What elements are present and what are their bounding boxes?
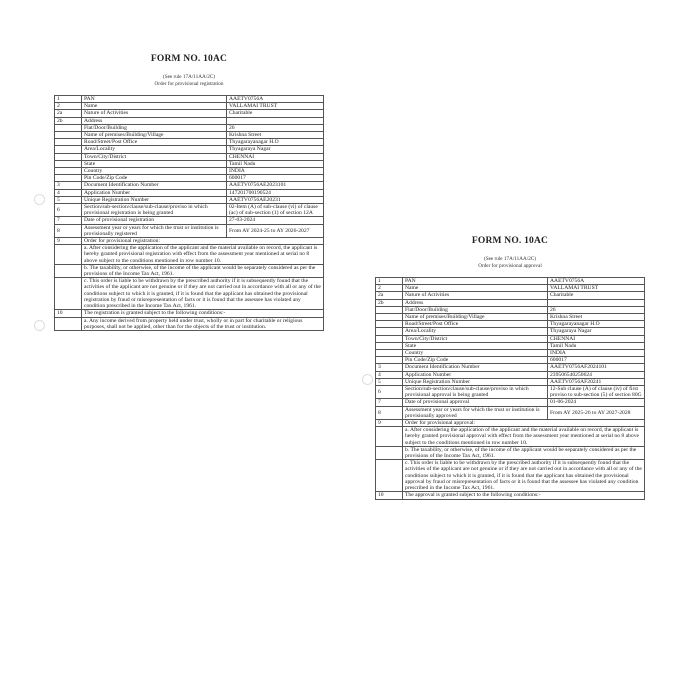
table-row [376, 446, 645, 459]
field-value: AAETV0756A [548, 278, 645, 285]
table-row [55, 117, 324, 124]
field-label: Name [82, 103, 227, 110]
table-row [55, 245, 324, 265]
table-row [376, 285, 645, 292]
field-value: 01-06-2024 [548, 399, 645, 406]
row-number [55, 168, 82, 175]
field-value: From AY 2024-25 to AY 2026-2027 [227, 224, 324, 237]
table-row [376, 427, 645, 447]
table-row [376, 335, 645, 342]
field-label: Unique Registration Number [403, 378, 548, 385]
row-number [376, 446, 403, 459]
table-row [376, 399, 645, 406]
table-row [55, 204, 324, 217]
row-number: 1 [55, 96, 82, 103]
field-label: State [403, 342, 548, 349]
field-value [227, 117, 324, 124]
order-paragraph: a. Any income derived from property held under trust, wholly or in part for charitable or religious purposes, shall not be applied, other than for the objects of the trust or institution. [82, 317, 324, 330]
row-number: 6 [376, 386, 403, 399]
field-label: Assessment year or years for which the trust or institution is provisionally approved [403, 406, 548, 419]
field-label: Unique Registration Number [82, 196, 227, 203]
field-value: Charitable [548, 292, 645, 299]
row-number: 10 [376, 492, 403, 499]
row-number: 4 [55, 189, 82, 196]
row-number [55, 264, 82, 277]
order-paragraph: b. The taxability, or otherwise, of the income of the applicant would be separately considered as per the provisions of the Income Tax Act, 1961. [82, 264, 324, 277]
form-subtitle: Order for provisional approval [478, 263, 542, 269]
table-row [55, 153, 324, 160]
field-value: INDIA [227, 168, 324, 175]
field-label: State [82, 160, 227, 167]
form-10ac-provisional-approval [375, 236, 645, 500]
row-number [376, 328, 403, 335]
row-number [376, 306, 403, 313]
field-value: 02-Item (A) of sub-clause (vi) of clause (ac) of sub-section (1) of section 12A [227, 204, 324, 217]
table-row [376, 420, 645, 427]
punch-hole-mark [362, 374, 373, 385]
field-label: Pin Code/Zip Code [403, 357, 548, 364]
row-number [55, 146, 82, 153]
row-number [55, 139, 82, 146]
row-number: 2a [55, 110, 82, 117]
row-number: 9 [376, 420, 403, 427]
field-label: PAN [403, 278, 548, 285]
row-number [376, 350, 403, 357]
table-row [376, 278, 645, 285]
field-value: Charitable [227, 110, 324, 117]
table-row [55, 238, 324, 245]
row-number [55, 317, 82, 330]
table-row [376, 357, 645, 364]
table-row [55, 103, 324, 110]
field-value: 26 [227, 124, 324, 131]
row-number: 8 [55, 224, 82, 237]
order-paragraph: a. After considering the application of the applicant and the material available on record, the applicant is hereby granted provisional approval with effect from the assessment year mentioned at serial no 8 above subject to the conditions mentioned in row number 10. [403, 427, 645, 447]
field-label: Assessment year or years for which the trust or institution is provisionally registered [82, 224, 227, 237]
field-label: Road/Street/Post Office [82, 139, 227, 146]
table-row [55, 96, 324, 103]
field-value: 27-03-2024 [227, 217, 324, 224]
row-number: 3 [55, 182, 82, 189]
row-number: 4 [376, 371, 403, 378]
row-number: 8 [376, 406, 403, 419]
field-value: Krishna Street [227, 132, 324, 139]
table-row [55, 146, 324, 153]
table-row [376, 406, 645, 419]
field-label: Name [403, 285, 548, 292]
field-label: Application Number [403, 371, 548, 378]
field-label: Area/Locality [82, 146, 227, 153]
row-number: 9 [55, 238, 82, 245]
table-row [376, 378, 645, 385]
field-value: Thyagaraya Nagar [227, 146, 324, 153]
row-number: 2 [55, 103, 82, 110]
row-number [55, 153, 82, 160]
row-number [376, 427, 403, 447]
field-label: Town/City/District [403, 335, 548, 342]
form-title: FORM NO. 10AC [471, 236, 549, 246]
punch-hole-mark [34, 320, 45, 331]
row-number: 10 [55, 310, 82, 317]
field-value: AAETV0756AF20241 [548, 378, 645, 385]
field-value: VALLAMAI TRUST [227, 103, 324, 110]
field-label: Address [82, 117, 227, 124]
field-label: Document Identification Number [82, 182, 227, 189]
field-label: Nature of Activities [403, 292, 548, 299]
table-row [55, 175, 324, 182]
table-row [55, 124, 324, 131]
row-number [376, 460, 403, 492]
row-number: 2b [55, 117, 82, 124]
field-label: Flat/Door/Building [403, 306, 548, 313]
row-number [55, 124, 82, 131]
table-row [55, 196, 324, 203]
row-number [55, 278, 82, 310]
field-value: 147201700190524 [227, 189, 324, 196]
field-label: Area/Locality [403, 328, 548, 335]
field-value: 239506540250624 [548, 371, 645, 378]
field-value: Tamil Nadu [548, 342, 645, 349]
field-value: Thyagarayanagar H.O [548, 321, 645, 328]
field-label: Section/sub-section/clause/sub-clause/proviso in which provisional approval is being granted [403, 386, 548, 399]
table-row [376, 492, 645, 499]
field-value: 600017 [227, 175, 324, 182]
field-value: AAETV0756AE20231 [227, 196, 324, 203]
row-number [55, 245, 82, 265]
form-title: FORM NO. 10AC [150, 54, 228, 64]
field-value: INDIA [548, 350, 645, 357]
field-label: Date of provisional approval [403, 399, 548, 406]
table-row [376, 299, 645, 306]
form-10ac-provisional-registration [54, 54, 324, 331]
field-label: Address [403, 299, 548, 306]
table-row [376, 350, 645, 357]
table-row [376, 342, 645, 349]
field-label: Date of provisional registration [82, 217, 227, 224]
field-label: Country [403, 350, 548, 357]
form-table [375, 277, 645, 500]
row-number [55, 175, 82, 182]
table-row [376, 460, 645, 492]
field-label: Pin Code/Zip Code [82, 175, 227, 182]
field-value: AAETV0756A [227, 96, 324, 103]
table-row [55, 224, 324, 237]
row-number [376, 321, 403, 328]
field-label: Country [82, 168, 227, 175]
section-heading: The approval is granted subject to the following conditions:- [403, 492, 645, 499]
field-value: Tamil Nadu [227, 160, 324, 167]
field-label: Flat/Door/Building [82, 124, 227, 131]
row-number: 7 [55, 217, 82, 224]
field-value: CHENNAI [548, 335, 645, 342]
form-rule: (See rule 17A/11AA/2C) [163, 74, 215, 80]
table-row [55, 132, 324, 139]
row-number [55, 160, 82, 167]
row-number [376, 335, 403, 342]
row-number: 1 [376, 278, 403, 285]
row-number: 2 [376, 285, 403, 292]
table-row [376, 371, 645, 378]
section-heading: Order for provisional registration: [82, 238, 324, 245]
form-rule: (See rule 17A/11AA/2C) [484, 256, 536, 262]
table-row [376, 314, 645, 321]
section-heading: Order for provisional approval: [403, 420, 645, 427]
row-number [376, 342, 403, 349]
field-value: CHENNAI [227, 153, 324, 160]
field-value: 26 [548, 306, 645, 313]
row-number: 5 [55, 196, 82, 203]
field-label: PAN [82, 96, 227, 103]
row-number [376, 314, 403, 321]
field-value: Thyagaraya Nagar [548, 328, 645, 335]
punch-hole-mark [34, 194, 45, 205]
table-row [55, 139, 324, 146]
row-number: 2a [376, 292, 403, 299]
field-label: Town/City/District [82, 153, 227, 160]
table-row [55, 189, 324, 196]
table-row [376, 306, 645, 313]
field-label: Nature of Activities [82, 110, 227, 117]
field-label: Name of premises/Building/Village [82, 132, 227, 139]
field-label: Name of premises/Building/Village [403, 314, 548, 321]
table-row [376, 386, 645, 399]
order-paragraph: b. The taxability, or otherwise, of the income of the applicant would be separately considered as per the provisions of the Income Tax Act, 1961. [403, 446, 645, 459]
row-number: 7 [376, 399, 403, 406]
table-row [55, 217, 324, 224]
table-row [376, 292, 645, 299]
section-heading: The registration is granted subject to the following conditions:- [82, 310, 324, 317]
table-row [376, 364, 645, 371]
row-number [55, 132, 82, 139]
field-value [548, 299, 645, 306]
order-paragraph: c. This order is liable to be withdrawn by the prescribed authority if it is subsequently found that the activities of the applicant are not genuine or if they are not carried out in accordance with all or any of the conditions subject to which it is granted, if it is found that the applicant has obtained the provisional approval by fraud or misrepresentation of facts or it is found that the assessee has violated any condition prescribed in the Income Tax Act, 1961. [403, 460, 645, 492]
table-row [55, 110, 324, 117]
field-label: Section/sub-section/clause/sub-clause/proviso in which provisional registration is being granted [82, 204, 227, 217]
field-value: Thyagarayanagar H.O [227, 139, 324, 146]
table-row [376, 328, 645, 335]
row-number [376, 357, 403, 364]
table-row [55, 160, 324, 167]
field-label: Road/Street/Post Office [403, 321, 548, 328]
table-row [55, 310, 324, 317]
field-value: From AY 2025-26 to AY 2027-2028 [548, 406, 645, 419]
order-paragraph: c. This order is liable to be withdrawn by the prescribed authority if it is subsequently found that the activities of the applicant are not genuine or if they are not carried out in accordance with all or any of the conditions subject to which it is granted, if it is found that the applicant has obtained the provisional registration by fraud or misrepresentation of facts or it is found that the assessee has violated any condition prescribed in the Income Tax Act, 1961. [82, 278, 324, 310]
table-row [55, 168, 324, 175]
row-number: 2b [376, 299, 403, 306]
table-row [376, 321, 645, 328]
row-number: 5 [376, 378, 403, 385]
row-number: 6 [55, 204, 82, 217]
table-row [55, 317, 324, 330]
field-value: 12-Sub clause (A) of clause (iv) of first proviso to sub-section (5) of section 80G [548, 386, 645, 399]
table-row [55, 264, 324, 277]
table-row [55, 182, 324, 189]
field-label: Application Number [82, 189, 227, 196]
form-table [54, 95, 324, 331]
field-label: Document Identification Number [403, 364, 548, 371]
field-value: Krishna Street [548, 314, 645, 321]
field-value: VALLAMAI TRUST [548, 285, 645, 292]
row-number: 3 [376, 364, 403, 371]
field-value: AAETV0756AE2023101 [227, 182, 324, 189]
field-value: AAETV0756AF2024101 [548, 364, 645, 371]
table-row [55, 278, 324, 310]
order-paragraph: a. After considering the application of the applicant and the material available on record, the applicant is hereby granted provisional registration with effect from the assessment year mentioned at serial no 8 above subject to the conditions mentioned in row number 10. [82, 245, 324, 265]
form-subtitle: Order for provisional registration [154, 81, 224, 87]
field-value: 600017 [548, 357, 645, 364]
